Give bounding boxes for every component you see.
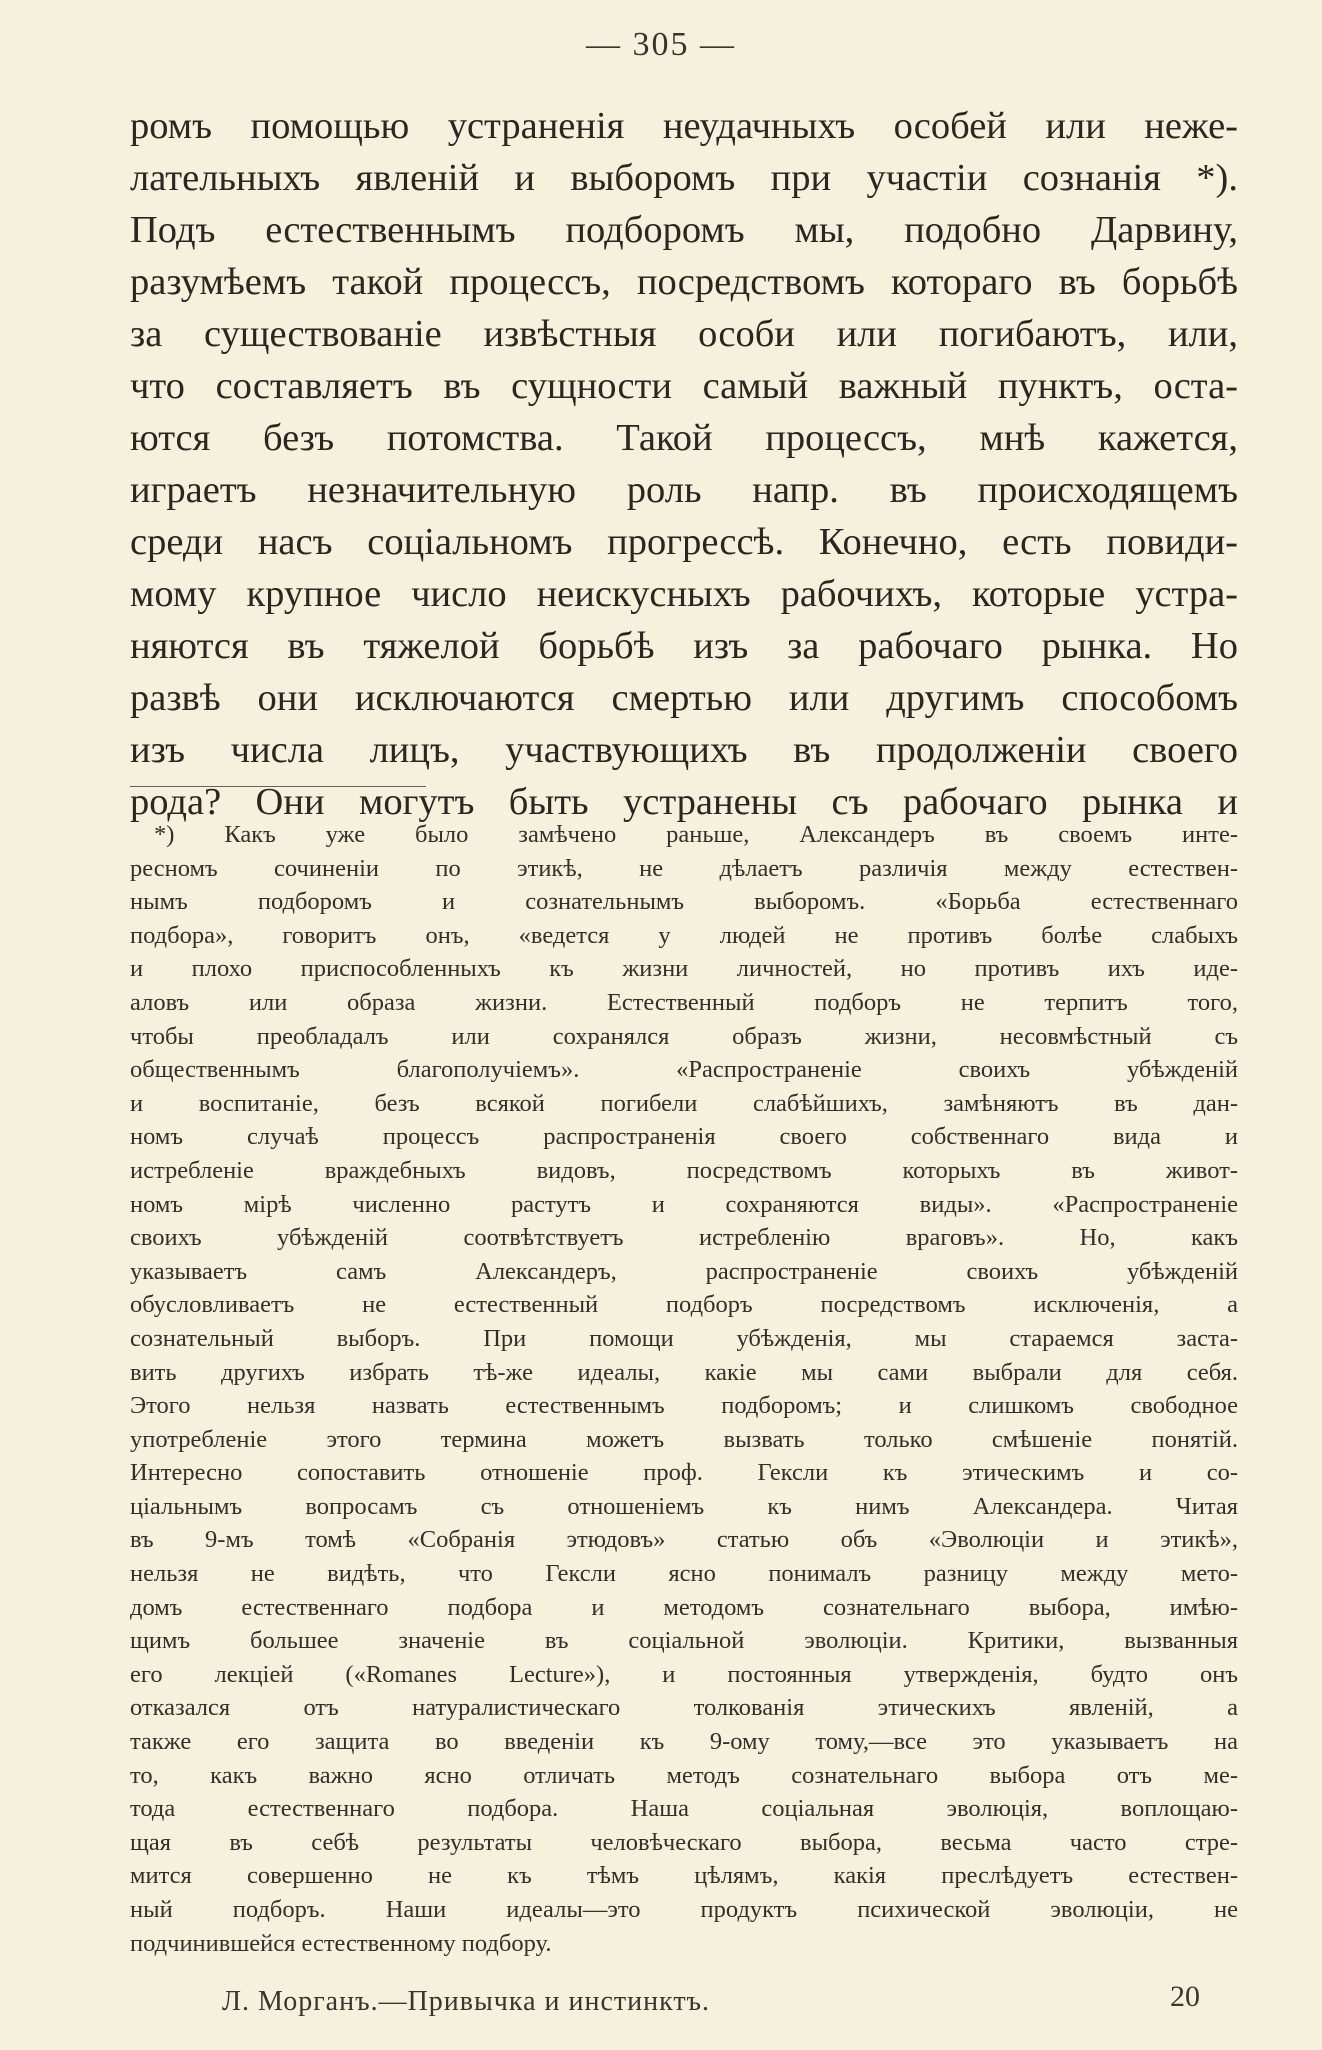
footnote-line: тода естественнаго подбора. Наша соціальная эволюція, воплощаю- <box>130 1795 1238 1823</box>
main-text-line: лательныхъ явленій и выборомъ при участіи сознанія *). <box>130 157 1238 199</box>
footnote-line: *) Какъ уже было замѣчено раньше, Александеръ въ своемъ инте- <box>154 821 1238 848</box>
main-text-line: изъ числа лицъ, участвующихъ въ продолженіи своего <box>130 729 1238 771</box>
footnote-divider <box>130 786 426 787</box>
footnote-line: ціальнымъ вопросамъ съ отношеніемъ къ нимъ Александера. Читая <box>130 1492 1238 1520</box>
footnote-line: его лекціей («Romanes Lecture»), и постоянныя утвержденія, будто онъ <box>130 1660 1238 1688</box>
footnote-line: своихъ убѣжденій соотвѣтствуетъ истребленію враговъ». Но, какъ <box>130 1224 1238 1252</box>
footnote-line: Этого нельзя назвать естественнымъ подборомъ; и слишкомъ свободное <box>130 1392 1238 1420</box>
footnote-line: употребленіе этого термина можетъ вызвать только смѣшеніе понятій. <box>130 1425 1238 1453</box>
main-text-line: Подъ естественнымъ подборомъ мы, подобно Дарвину, <box>130 209 1238 251</box>
footnote-line: въ 9-мъ томѣ «Собранія этюдовъ» статью объ «Эволюціи и этикѣ», <box>130 1526 1238 1554</box>
footnote-line: мится совершенно не къ тѣмъ цѣлямъ, какія преслѣдуетъ естествен- <box>130 1862 1238 1890</box>
footnote-line: и воспитаніе, безъ всякой погибели слабѣйшихъ, замѣняютъ въ дан- <box>130 1089 1238 1117</box>
footnote-line: подбора», говоритъ онъ, «ведется у людей не противъ болѣе слабыхъ <box>130 921 1238 949</box>
main-text-line: мому крупное число неискусныхъ рабочихъ, которые устра- <box>130 573 1238 615</box>
main-text-line: рода? Они могутъ быть устранены съ рабочаго рынка и <box>130 781 1238 823</box>
footnote-line: подчинившейся естественному подбору. <box>130 1929 552 1957</box>
main-text-line: за существованіе извѣстныя особи или погибаютъ, или, <box>130 313 1238 355</box>
footnote-line: общественнымъ благополучіемъ». «Распространеніе своихъ убѣжденій <box>130 1056 1238 1084</box>
main-text-line: разумѣемъ такой процессъ, посредствомъ котораго въ борьбѣ <box>130 261 1238 303</box>
running-title: Л. Морганъ.—Привычка и инстинктъ. <box>222 1986 711 2017</box>
footnote-line: нельзя не видѣть, что Гексли ясно понималъ разницу между мето- <box>130 1560 1238 1588</box>
footnote-line: и плохо приспособленныхъ къ жизни личностей, но противъ ихъ иде- <box>130 955 1238 983</box>
footnote-line: номъ случаѣ процессъ распространенія своего собственнаго вида и <box>130 1123 1238 1151</box>
main-text-line: что составляетъ въ сущности самый важный пунктъ, оста- <box>130 365 1238 407</box>
footnote-line: обусловливаетъ не естественный подборъ посредствомъ исключенія, а <box>130 1291 1238 1319</box>
footnote-line: истребленіе враждебныхъ видовъ, посредствомъ которыхъ въ живот- <box>130 1156 1238 1184</box>
footnote-line: ресномъ сочиненіи по этикѣ, не дѣлаетъ различія между естествен- <box>130 854 1238 882</box>
footnote-line: номъ мірѣ численно растутъ и сохраняются виды». «Распространеніе <box>130 1190 1238 1218</box>
footnote-line: отказался отъ натуралистическаго толкованія этическихъ явленій, а <box>130 1694 1238 1722</box>
footnote-line: также его защита во введеніи къ 9-ому тому,—все это указываетъ на <box>130 1728 1238 1756</box>
footnote-line: щимъ большее значеніе въ соціальной эволюціи. Критики, вызванныя <box>130 1627 1238 1655</box>
page-footer <box>130 1980 1238 2026</box>
main-text-line: ромъ помощью устраненія неудачныхъ особей или неже- <box>130 105 1238 147</box>
footnote <box>130 818 1238 1960</box>
signature-mark: 20 <box>1170 1980 1200 2013</box>
footnote-line: вить другихъ избрать тѣ-же идеалы, какіе мы сами выбрали для себя. <box>130 1358 1238 1386</box>
footnote-line: ный подборъ. Наши идеалы—это продуктъ психической эволюціи, не <box>130 1896 1238 1923</box>
main-text <box>130 100 1238 828</box>
footnote-line: щая въ себѣ результаты человѣческаго выбора, весьма часто стре- <box>130 1828 1238 1856</box>
main-text-line: играетъ незначительную роль напр. въ происходящемъ <box>130 469 1238 511</box>
main-text-line: няются въ тяжелой борьбѣ изъ за рабочаго рынка. Но <box>130 625 1238 667</box>
footnote-line: чтобы преобладалъ или сохранялся образъ жизни, несовмѣстный съ <box>130 1022 1238 1050</box>
footnote-line: домъ естественнаго подбора и методомъ сознательнаго выбора, имѣю- <box>130 1593 1238 1621</box>
footnote-line: то, какъ важно ясно отличать методъ сознательнаго выбора отъ ме- <box>130 1761 1238 1789</box>
footnote-line: указываетъ самъ Александеръ, распространеніе своихъ убѣжденій <box>130 1257 1238 1285</box>
footnote-line: аловъ или образа жизни. Естественный подборъ не терпитъ того, <box>130 988 1238 1016</box>
footnote-line: нымъ подборомъ и сознательнымъ выборомъ. «Борьба естественнаго <box>130 888 1238 916</box>
main-text-line: развѣ они исключаются смертью или другимъ способомъ <box>130 677 1238 719</box>
footnote-line: Интересно сопоставить отношеніе проф. Гексли къ этическимъ и со- <box>130 1459 1238 1487</box>
main-text-line: ются безъ потомства. Такой процессъ, мнѣ кажется, <box>130 417 1238 459</box>
page-number: — 305 — <box>586 26 736 63</box>
main-text-line: среди насъ соціальномъ прогрессѣ. Конечно, есть повиди- <box>130 521 1238 563</box>
footnote-line: сознательный выборъ. При помощи убѣжденія, мы стараемся заста- <box>130 1324 1238 1352</box>
